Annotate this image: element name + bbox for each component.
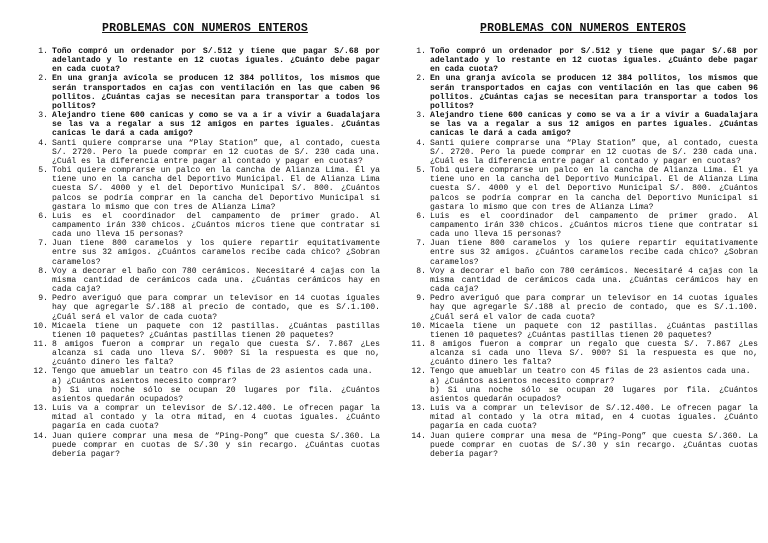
problem-item (30, 74, 380, 111)
problem-text: Luis es el coordinador del campamento de primer grado. Al campamento irán 330 chicos. ¿Cuántos micros tiene que contratar si cada uno lleva 15 personas? (52, 211, 380, 240)
problem-number: 2. (416, 74, 426, 84)
problem-text: Tengo que amueblar un teatro con 45 filas de 23 asientos cada una. a) ¿Cuántos asientos necesito comprar? b) Si una noche sólo se ocupan 20 lugares por fila. ¿Cuántos asientos quedarán ocupados? (52, 367, 380, 404)
problem-item (30, 294, 380, 321)
problem-list (30, 47, 380, 459)
problem-number: 9. (38, 294, 48, 304)
problem-number: 9. (416, 294, 426, 304)
problem-number: 11. (33, 340, 48, 349)
problem-text: Santi quiere comprarse una “Play Station” que, al contado, cuesta S/. 2720. Pero la puede comprar en 12 cuotas de S/. 230 cada una. ¿Cuál es la diferencia entre pagar al contado y pagar en cuotas? (430, 138, 758, 166)
problem-item (30, 166, 380, 212)
problem-number: 10. (33, 321, 48, 331)
problem-text: Toño compró un ordenador por S/.512 y tiene que pagar S/.68 por adelantado y lo restante en 12 cuotas iguales. ¿Cuánto debe pagar en cada cuota? (52, 47, 380, 75)
problem-text: Juan tiene 800 caramelos y los quiere repartir equitativamente entre sus 32 amigos. ¿Cuántos caramelos recibe cada chico? ¿Sobran caramelos? (430, 239, 758, 267)
problem-number: 7. (416, 239, 426, 249)
problem-item (30, 47, 380, 74)
problem-number: 2. (38, 74, 48, 84)
problem-item (408, 294, 758, 321)
problem-text: 8 amigos fueron a comprar un regalo que cuesta S/. 7.867 ¿Les alcanza si cada uno lleva S/. 900? Si la respuesta es que no, ¿cuánto dinero les falta? (52, 340, 380, 368)
problem-item (30, 404, 380, 431)
problem-item (30, 267, 380, 294)
problem-item (408, 166, 758, 212)
problem-number: 8. (416, 266, 426, 276)
page-title: PROBLEMAS CON NUMEROS ENTEROS (480, 22, 686, 35)
problem-item (30, 239, 380, 266)
problem-item (408, 340, 758, 367)
problem-item (408, 74, 758, 111)
problem-text: Alejandro tiene 600 canicas y como se va a ir a vivir a Guadalajara se las va a regalar a sus 12 amigos en partes iguales. ¿Cuántas canicas le dará a cada amigo? (430, 111, 758, 139)
problem-item (408, 239, 758, 266)
problem-text: Pedro averiguó que para comprar un televisor en 14 cuotas iguales hay que agregarle S/.188 al precio de contado, que es S/.1.100. ¿Cuál será el valor de cada cuota? (430, 294, 758, 322)
problem-number: 8. (38, 266, 48, 276)
problem-text: Luis es el coordinador del campamento de primer grado. Al campamento irán 330 chicos. ¿Cuántos micros tiene que contratar si cada uno lleva 15 personas? (430, 211, 758, 240)
problem-number: 13. (411, 404, 426, 414)
problem-item (408, 212, 758, 239)
problem-number: 3. (38, 111, 48, 121)
problem-text: En una granja avícola se producen 12 384 pollitos, los mismos que serán transportados en cajas con ventilación en las que caben 96 pollitos. ¿Cuántas cajas se necesitan para transportar a todos los pollitos? (430, 74, 758, 111)
left-column (30, 22, 380, 459)
problem-item (408, 367, 758, 404)
problem-text: Luis va a comprar un televisor de S/.12.400. Le ofrecen pagar la mitad al contado y la otra mitad, en 4 cuotas iguales. ¿Cuánto pagaría en cada cuota? (52, 404, 380, 432)
problem-number: 4. (38, 138, 48, 148)
problem-text: Micaela tiene un paquete con 12 pastillas. ¿Cuántas pastillas tienen 10 paquetes? ¿Cuántas pastillas tienen 20 paquetes? (52, 321, 380, 340)
problem-text: Micaela tiene un paquete con 12 pastillas. ¿Cuántas pastillas tienen 10 paquetes? ¿Cuántas pastillas tienen 20 paquetes? (430, 321, 758, 340)
problem-number: 13. (33, 404, 48, 414)
problem-number: 10. (411, 321, 426, 331)
problem-list (408, 47, 758, 459)
problem-item (408, 47, 758, 74)
problem-item (408, 322, 758, 340)
problem-number: 1. (416, 47, 426, 56)
problem-number: 7. (38, 239, 48, 249)
problem-number: 6. (38, 211, 48, 221)
problem-item (408, 404, 758, 431)
problem-item (408, 432, 758, 459)
problem-item (30, 322, 380, 340)
problem-number: 5. (416, 166, 426, 176)
problem-number: 1. (38, 47, 48, 56)
problem-text: Juan quiere comprar una mesa de “Ping-Pong” que cuesta S/.360. La puede comprar en cuotas de S/.30 y sin recargo. ¿Cuántas cuotas debería pagar? (52, 431, 380, 459)
problem-number: 5. (38, 166, 48, 176)
problem-text: Voy a decorar el baño con 780 cerámicos. Necesitaré 4 cajas con la misma cantidad de cerámicos cada una. ¿Cuántas cerámicos hay en cada caja? (52, 266, 380, 295)
problem-text: Luis va a comprar un televisor de S/.12.400. Le ofrecen pagar la mitad al contado y la otra mitad, en 4 cuotas iguales. ¿Cuánto pagaría en cada cuota? (430, 404, 758, 432)
problem-item (30, 139, 380, 166)
problem-number: 11. (411, 340, 426, 349)
right-column (408, 22, 758, 459)
problem-item (30, 432, 380, 459)
problem-item (408, 139, 758, 166)
problem-item (408, 111, 758, 138)
problem-text: Tobi quiere comprarse un palco en la cancha de Alianza Lima. Él ya tiene uno en la cancha del Deportivo Municipal. El de Alianza Lima cuesta S/. 4000 y el del Deportivo Municipal S/. 800. ¿Cuántos palcos se podría comprar en la cancha del Deportivo Municipal si gastara lo mismo que con tres de Alianza Lima? (52, 166, 380, 212)
problem-text: Juan quiere comprar una mesa de “Ping-Pong” que cuesta S/.360. La puede comprar en cuotas de S/.30 y sin recargo. ¿Cuántas cuotas debería pagar? (430, 431, 758, 459)
problem-number: 12. (411, 367, 426, 377)
problem-item (408, 267, 758, 294)
problem-number: 4. (416, 138, 426, 148)
problem-item (30, 340, 380, 367)
problem-number: 3. (416, 111, 426, 121)
problem-number: 14. (411, 431, 426, 441)
page-title: PROBLEMAS CON NUMEROS ENTEROS (102, 22, 308, 35)
problem-number: 14. (33, 431, 48, 441)
problem-text: Voy a decorar el baño con 780 cerámicos. Necesitaré 4 cajas con la misma cantidad de cerámicos cada una. ¿Cuántas cerámicos hay en cada caja? (430, 266, 758, 295)
problem-number: 12. (33, 367, 48, 377)
problem-item (30, 111, 380, 138)
problem-text: Juan tiene 800 caramelos y los quiere repartir equitativamente entre sus 32 amigos. ¿Cuántos caramelos recibe cada chico? ¿Sobran caramelos? (52, 239, 380, 267)
problem-text: En una granja avícola se producen 12 384 pollitos, los mismos que serán transportados en cajas con ventilación en las que caben 96 pollitos. ¿Cuántas cajas se necesitan para transportar a todos los pollitos? (52, 74, 380, 111)
problem-text: Santi quiere comprarse una “Play Station” que, al contado, cuesta S/. 2720. Pero la puede comprar en 12 cuotas de S/. 230 cada una. ¿Cuál es la diferencia entre pagar al contado y pagar en cuotas? (52, 138, 380, 166)
problem-number: 6. (416, 211, 426, 221)
problem-text: Tengo que amueblar un teatro con 45 filas de 23 asientos cada una. a) ¿Cuántos asientos necesito comprar? b) Si una noche sólo se ocupan 20 lugares por fila. ¿Cuántos asientos quedarán ocupados? (430, 367, 758, 404)
problem-text: Tobi quiere comprarse un palco en la cancha de Alianza Lima. Él ya tiene uno en la cancha del Deportivo Municipal. El de Alianza Lima cuesta S/. 4000 y el del Deportivo Municipal S/. 800. ¿Cuántos palcos se podría comprar en la cancha del Deportivo Municipal si gastara lo mismo que con tres de Alianza Lima? (430, 166, 758, 212)
problem-item (30, 212, 380, 239)
problem-text: Alejandro tiene 600 canicas y como se va a ir a vivir a Guadalajara se las va a regalar a sus 12 amigos en partes iguales. ¿Cuántas canicas le dará a cada amigo? (52, 111, 380, 139)
problem-text: 8 amigos fueron a comprar un regalo que cuesta S/. 7.867 ¿Les alcanza si cada uno lleva S/. 900? Si la respuesta es que no, ¿cuánto dinero les falta? (430, 340, 758, 368)
problem-item (30, 367, 380, 404)
problem-text: Pedro averiguó que para comprar un televisor en 14 cuotas iguales hay que agregarle S/.188 al precio de contado, que es S/.1.100. ¿Cuál será el valor de cada cuota? (52, 294, 380, 322)
problem-text: Toño compró un ordenador por S/.512 y tiene que pagar S/.68 por adelantado y lo restante en 12 cuotas iguales. ¿Cuánto debe pagar en cada cuota? (430, 47, 758, 75)
